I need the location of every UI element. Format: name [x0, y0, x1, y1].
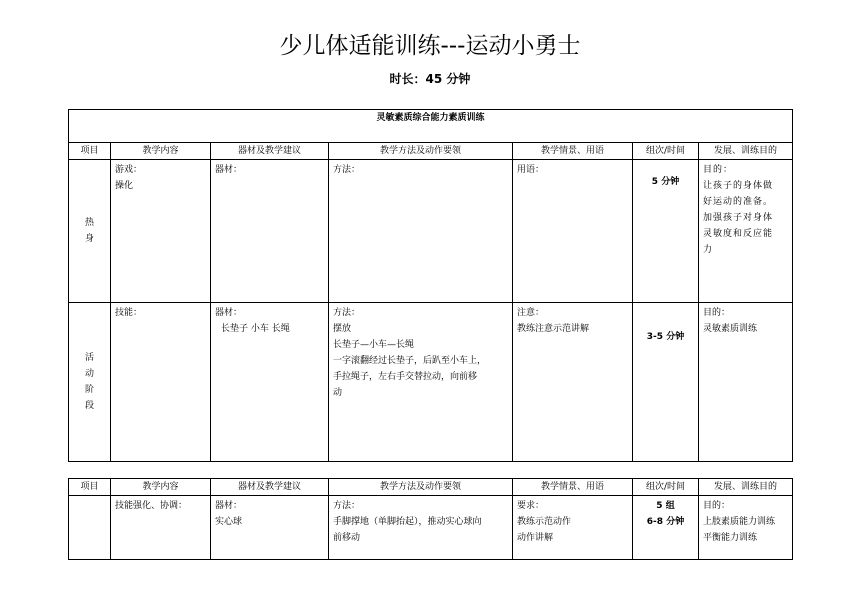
cell-line: 5 组 — [656, 501, 675, 511]
cell-line: 灵敏度和反应能 — [703, 229, 774, 239]
cell-line: 注意： — [517, 308, 545, 318]
label-char: 动 — [84, 369, 94, 379]
row-label-activity — [69, 303, 111, 462]
cell-line: 让孩子的身体做 — [703, 181, 774, 191]
cell-equipment — [211, 496, 329, 560]
training-table-1 — [68, 109, 793, 462]
cell-scene — [513, 496, 633, 560]
cell-line: 动 — [333, 388, 343, 398]
cell-time — [633, 496, 699, 560]
header-scene: 教学情景、用语 — [513, 143, 633, 160]
cell-time — [633, 303, 699, 462]
cell-content — [111, 303, 211, 462]
cell-line: 游戏： — [115, 165, 143, 175]
training-table-2 — [68, 478, 793, 560]
cell-line: 教练注意示范讲解 — [517, 324, 590, 334]
label-char: 身 — [84, 234, 94, 244]
cell-content — [111, 160, 211, 303]
header-equipment: 器材及教学建议 — [211, 479, 329, 496]
duration-subtitle: 时长：45 分钟 — [389, 72, 471, 86]
header-purpose: 发展、训练目的 — [699, 143, 793, 160]
page-title: 少儿体适能训练---运动小勇士 — [279, 33, 581, 59]
cell-line: 器材： — [215, 308, 243, 318]
cell-scene — [513, 160, 633, 303]
cell-line: 手脚撑地（单脚抬起），推动实心球向 — [333, 517, 482, 527]
cell-scene — [513, 303, 633, 462]
row-label-empty — [69, 496, 111, 560]
cell-method — [329, 303, 513, 462]
cell-line: 加强孩子对身体 — [703, 213, 774, 223]
label-char: 活 — [84, 353, 94, 363]
cell-line: 3-5 分钟 — [646, 332, 685, 342]
cell-purpose — [699, 496, 793, 560]
header-scene: 教学情景、用语 — [513, 479, 633, 496]
cell-line: 前移动 — [333, 533, 361, 543]
cell-line: 6-8 分钟 — [646, 517, 685, 527]
cell-line: 平衡能力训练 — [703, 533, 758, 543]
cell-line: 方法： — [333, 165, 361, 175]
cell-equipment — [211, 303, 329, 462]
cell-line: 实心球 — [215, 517, 243, 527]
cell-line: 灵敏素质训练 — [703, 324, 758, 334]
cell-time — [633, 160, 699, 303]
cell-line: 5 分钟 — [651, 177, 680, 187]
header-method: 教学方法及动作要领 — [329, 479, 513, 496]
header-item: 项目 — [69, 143, 111, 160]
cell-line: 目的： — [703, 501, 731, 511]
cell-line: 目的： — [703, 165, 734, 175]
cell-line: 方法： — [333, 308, 361, 318]
table-row-warmup — [69, 160, 793, 303]
cell-line: 手拉绳子，左右手交替拉动，向前移 — [333, 372, 478, 382]
row-label-warmup — [69, 160, 111, 303]
cell-line: 摆放 — [333, 324, 352, 334]
cell-line: 长垫子—小车—长绳 — [333, 340, 415, 350]
cell-line: 长垫子 小车 长绳 — [221, 324, 290, 334]
header-method: 教学方法及动作要领 — [329, 143, 513, 160]
cell-line: 一字滚翻经过长垫子，后趴至小车上， — [333, 356, 487, 366]
header-time: 组次/时间 — [633, 479, 699, 496]
cell-line: 技能： — [115, 308, 143, 318]
cell-line: 器材： — [215, 501, 243, 511]
header-time: 组次/时间 — [633, 143, 699, 160]
header-purpose: 发展、训练目的 — [699, 479, 793, 496]
cell-content — [111, 496, 211, 560]
label-char: 阶 — [84, 385, 94, 395]
cell-line: 器材： — [215, 165, 243, 175]
header-content: 教学内容 — [111, 143, 211, 160]
header-content: 教学内容 — [111, 479, 211, 496]
cell-line: 动作讲解 — [517, 533, 554, 543]
table-banner: 灵敏素质综合能力素质训练 — [69, 110, 793, 143]
cell-line: 操化 — [115, 181, 134, 191]
cell-line: 用语： — [517, 165, 545, 175]
header-item: 项目 — [69, 479, 111, 496]
header-equipment: 器材及教学建议 — [211, 143, 329, 160]
table-row-activity — [69, 303, 793, 462]
label-char: 段 — [84, 401, 94, 411]
label-char: 热 — [84, 218, 94, 228]
cell-method — [329, 160, 513, 303]
cell-method — [329, 496, 513, 560]
cell-line: 目的： — [703, 308, 731, 318]
cell-line: 力 — [703, 245, 714, 255]
table-row-skill — [69, 496, 793, 560]
cell-line: 技能强化、协调： — [115, 501, 188, 511]
cell-purpose — [699, 160, 793, 303]
cell-line: 要求： — [517, 501, 545, 511]
cell-line: 教练示范动作 — [517, 517, 572, 527]
cell-line: 好运动的准备。 — [703, 197, 774, 207]
cell-equipment — [211, 160, 329, 303]
cell-line: 方法： — [333, 501, 361, 511]
cell-line: 上肢素质能力训练 — [703, 517, 776, 527]
cell-purpose — [699, 303, 793, 462]
